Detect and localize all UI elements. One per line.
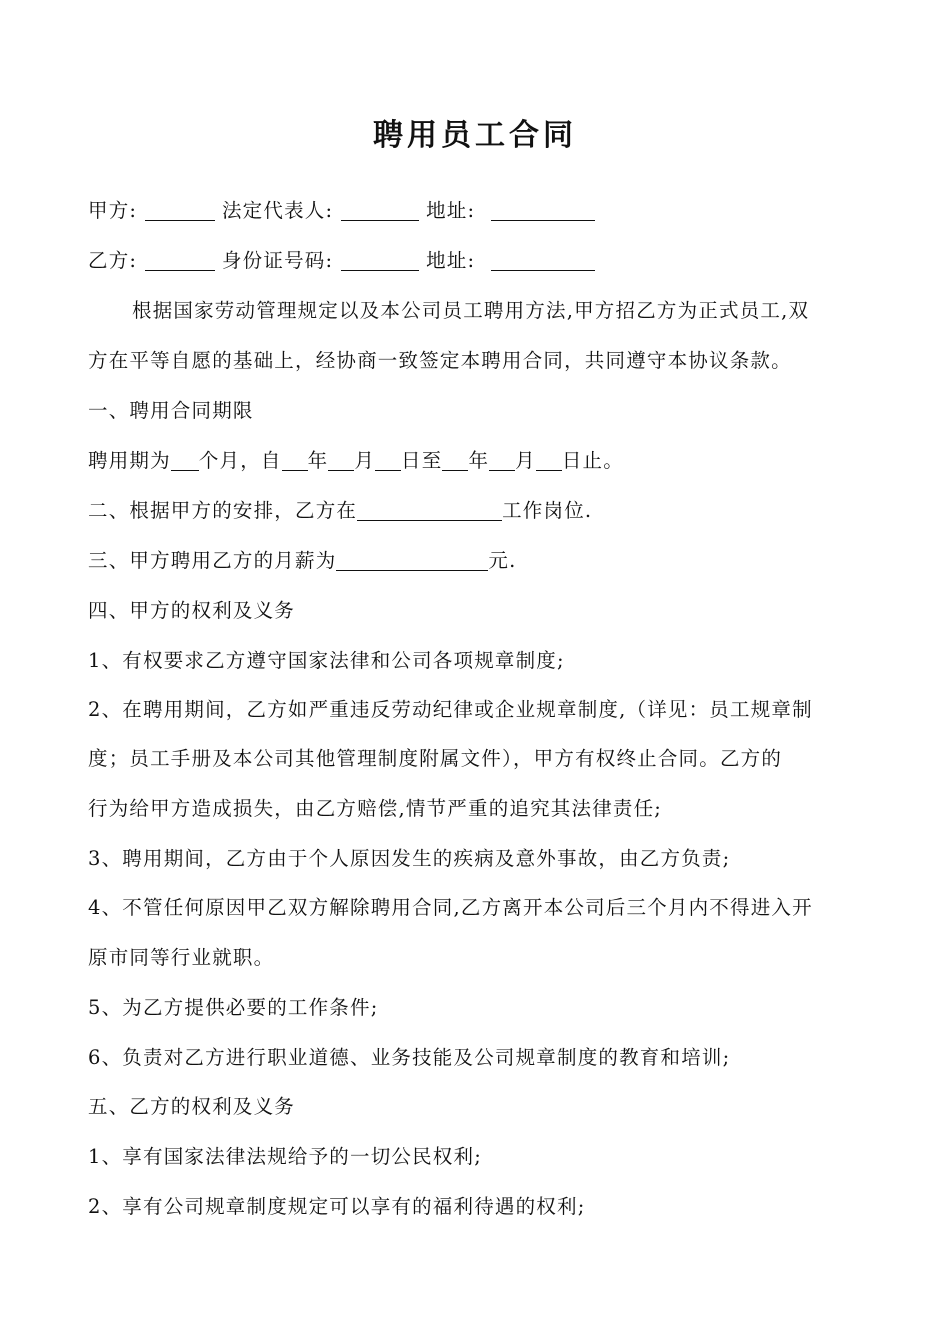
party-a-line	[88, 195, 868, 223]
section-5-item-1: 1、享有国家法律法规给予的一切公民权利;	[88, 1145, 482, 1168]
end-year-blank[interactable]	[442, 450, 468, 471]
party-a-rep-blank[interactable]	[341, 200, 419, 221]
party-a-addr-label: 地址:	[426, 199, 476, 222]
section-3-suffix: 元.	[488, 549, 517, 572]
party-b-id-blank[interactable]	[341, 250, 419, 271]
term-line	[88, 445, 868, 473]
section-4-item-2-line-2: 度；员工手册及本公司其他管理制度附属文件），甲方有权终止合同。乙方的	[88, 747, 783, 770]
document-title: 聘用员工合同	[373, 118, 577, 153]
section-1-heading: 一、聘用合同期限	[88, 399, 254, 422]
section-4-item-4-line-2: 原市同等行业就职。	[88, 946, 275, 969]
section-3-text: 三、甲方聘用乙方的月薪为	[88, 549, 337, 572]
party-b-line	[88, 245, 868, 273]
section-4-item-4-line-1: 4、不管任何原因甲乙双方解除聘用合同,乙方离开本公司后三个月内不得进入开	[88, 896, 813, 919]
start-month-blank[interactable]	[328, 450, 354, 471]
party-b-label: 乙方:	[88, 249, 138, 272]
position-blank[interactable]	[357, 500, 502, 521]
section-5-item-2: 2、享有公司规章制度规定可以享有的福利待遇的权利;	[88, 1195, 586, 1218]
term-text-4: 月	[354, 449, 376, 472]
party-b-id-label: 身份证号码:	[221, 249, 334, 272]
salary-blank[interactable]	[336, 550, 488, 571]
section-4-heading: 四、甲方的权利及义务	[88, 599, 296, 622]
section-2-suffix: 工作岗位.	[502, 499, 593, 522]
term-text-1: 聘用期为	[88, 449, 171, 472]
term-text-5: 日至	[401, 449, 443, 472]
term-text-3: 年	[307, 449, 329, 472]
section-4-item-5: 5、为乙方提供必要的工作条件;	[88, 996, 379, 1019]
section-4-item-2-line-3: 行为给甲方造成损失，由乙方赔偿,情节严重的追究其法律责任;	[88, 797, 663, 820]
section-4-item-2-line-1: 2、在聘用期间，乙方如严重违反劳动纪律或企业规章制度,（详见：员工规章制	[88, 698, 813, 721]
section-2-line	[88, 495, 868, 523]
party-b-addr-blank[interactable]	[491, 250, 595, 271]
end-month-blank[interactable]	[489, 450, 515, 471]
section-4-item-3: 3、聘用期间，乙方由于个人原因发生的疾病及意外事故，由乙方负责;	[88, 847, 731, 870]
section-4-item-6: 6、负责对乙方进行职业道德、业务技能及公司规章制度的教育和培训;	[88, 1046, 731, 1069]
intro-line-2: 方在平等自愿的基础上，经协商一致签定本聘用合同，共同遵守本协议条款。	[88, 349, 792, 372]
term-text-2: 个月，自	[198, 449, 282, 472]
party-a-addr-blank[interactable]	[491, 200, 595, 221]
section-5-heading: 五、乙方的权利及义务	[88, 1095, 296, 1118]
intro-line-1: 根据国家劳动管理规定以及本公司员工聘用方法,甲方招乙方为正式员工,双	[132, 299, 810, 322]
party-a-label: 甲方:	[88, 199, 138, 222]
term-months-blank[interactable]	[171, 450, 199, 471]
start-day-blank[interactable]	[375, 450, 401, 471]
party-a-rep-label: 法定代表人:	[221, 199, 334, 222]
start-year-blank[interactable]	[282, 450, 308, 471]
term-text-6: 年	[468, 449, 490, 472]
term-text-7: 月	[515, 449, 536, 472]
party-b-addr-label: 地址:	[426, 249, 476, 272]
term-text-8: 日止。	[561, 449, 624, 472]
section-2-text: 二、根据甲方的安排，乙方在	[88, 499, 358, 522]
party-a-name-blank[interactable]	[145, 200, 215, 221]
section-3-line	[88, 545, 868, 573]
party-b-name-blank[interactable]	[145, 250, 215, 271]
end-day-blank[interactable]	[536, 450, 562, 471]
section-4-item-1: 1、有权要求乙方遵守国家法律和公司各项规章制度;	[88, 649, 565, 672]
